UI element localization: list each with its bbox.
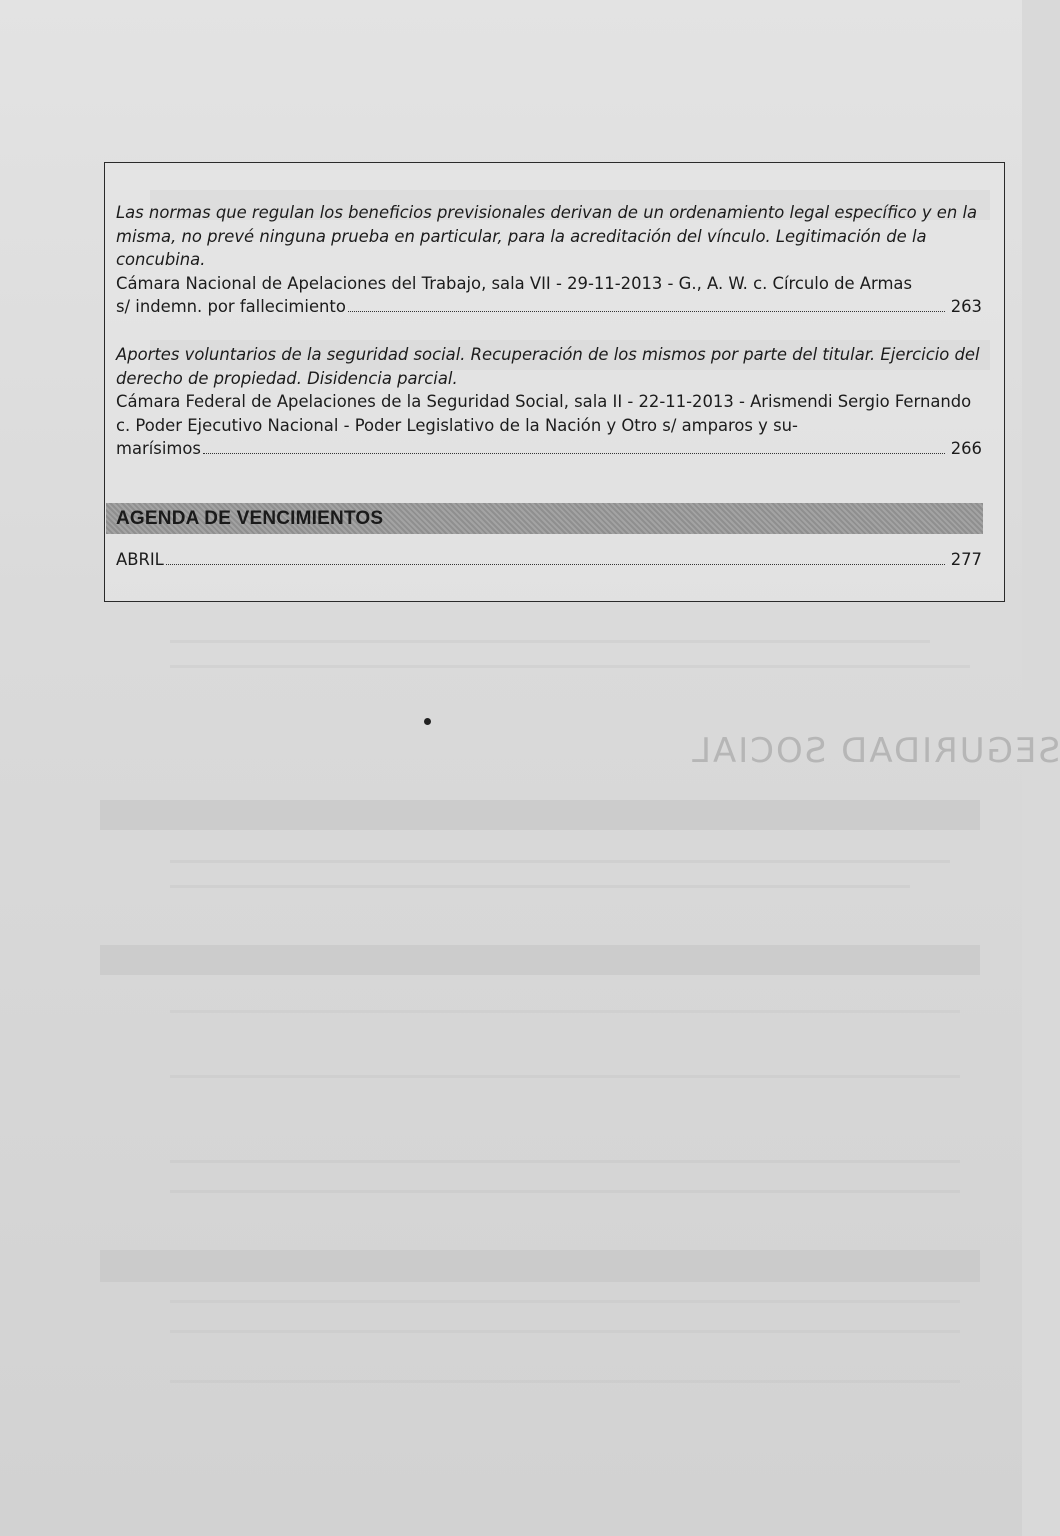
section-title: AGENDA DE VENCIMIENTOS (116, 508, 384, 529)
entry-citation-end: s/ indemn. por fallecimiento (116, 297, 346, 316)
entry-summary: Las normas que regulan los beneficios previsionales derivan de un ordenamiento legal específico y en la misma, no prevé ninguna prueba en particular, para la acreditación del vínculo. Legitimación de la concubina. (116, 203, 978, 269)
bleed-line (170, 1010, 960, 1013)
bleed-line (170, 1190, 960, 1193)
entry-citation-end: marísimos (116, 439, 201, 458)
bleed-line (170, 640, 930, 643)
bleed-band (100, 1250, 980, 1282)
index-entry (116, 201, 982, 319)
bleed-line (170, 1160, 960, 1163)
bleed-line (170, 885, 910, 888)
dot-leader (166, 564, 945, 565)
entry-page-line (116, 295, 982, 319)
entry-citation: Cámara Nacional de Apelaciones del Trabajo, sala VII - 29-11-2013 - G., A. W. c. Círculo de Armas (116, 273, 913, 293)
bleed-band (100, 945, 980, 975)
bleed-line (170, 1330, 960, 1333)
entry-summary: Aportes voluntarios de la seguridad social. Recuperación de los mismos por parte del titular. Ejercicio del derecho de propiedad. Disidencia parcial. (116, 345, 980, 388)
page-number: 263 (950, 297, 982, 316)
index-entry (116, 343, 982, 461)
entry-page-line (116, 437, 982, 461)
entry-citation: Cámara Federal de Apelaciones de la Seguridad Social, sala II - 22-11-2013 - Arismendi Sergio Fernando c. Poder Ejecutivo Nacional - Poder Legislativo de la Nación y Otro s/ amparos y su- (116, 392, 972, 435)
bleed-line (170, 1380, 960, 1383)
page-number: 277 (950, 550, 982, 569)
agenda-item-label: ABRIL (116, 550, 164, 569)
dot-leader (348, 311, 945, 312)
page-number: 266 (950, 439, 982, 458)
bleed-band (100, 800, 980, 830)
agenda-item (116, 548, 982, 572)
bleed-heading: SEGURIDAD SOCIAL (690, 731, 1060, 771)
bleed-line (170, 1300, 960, 1303)
bleed-line (170, 860, 950, 863)
bleed-line (170, 1075, 960, 1078)
dot-leader (203, 453, 945, 454)
ink-dot (424, 718, 431, 725)
bleed-line (170, 665, 970, 668)
